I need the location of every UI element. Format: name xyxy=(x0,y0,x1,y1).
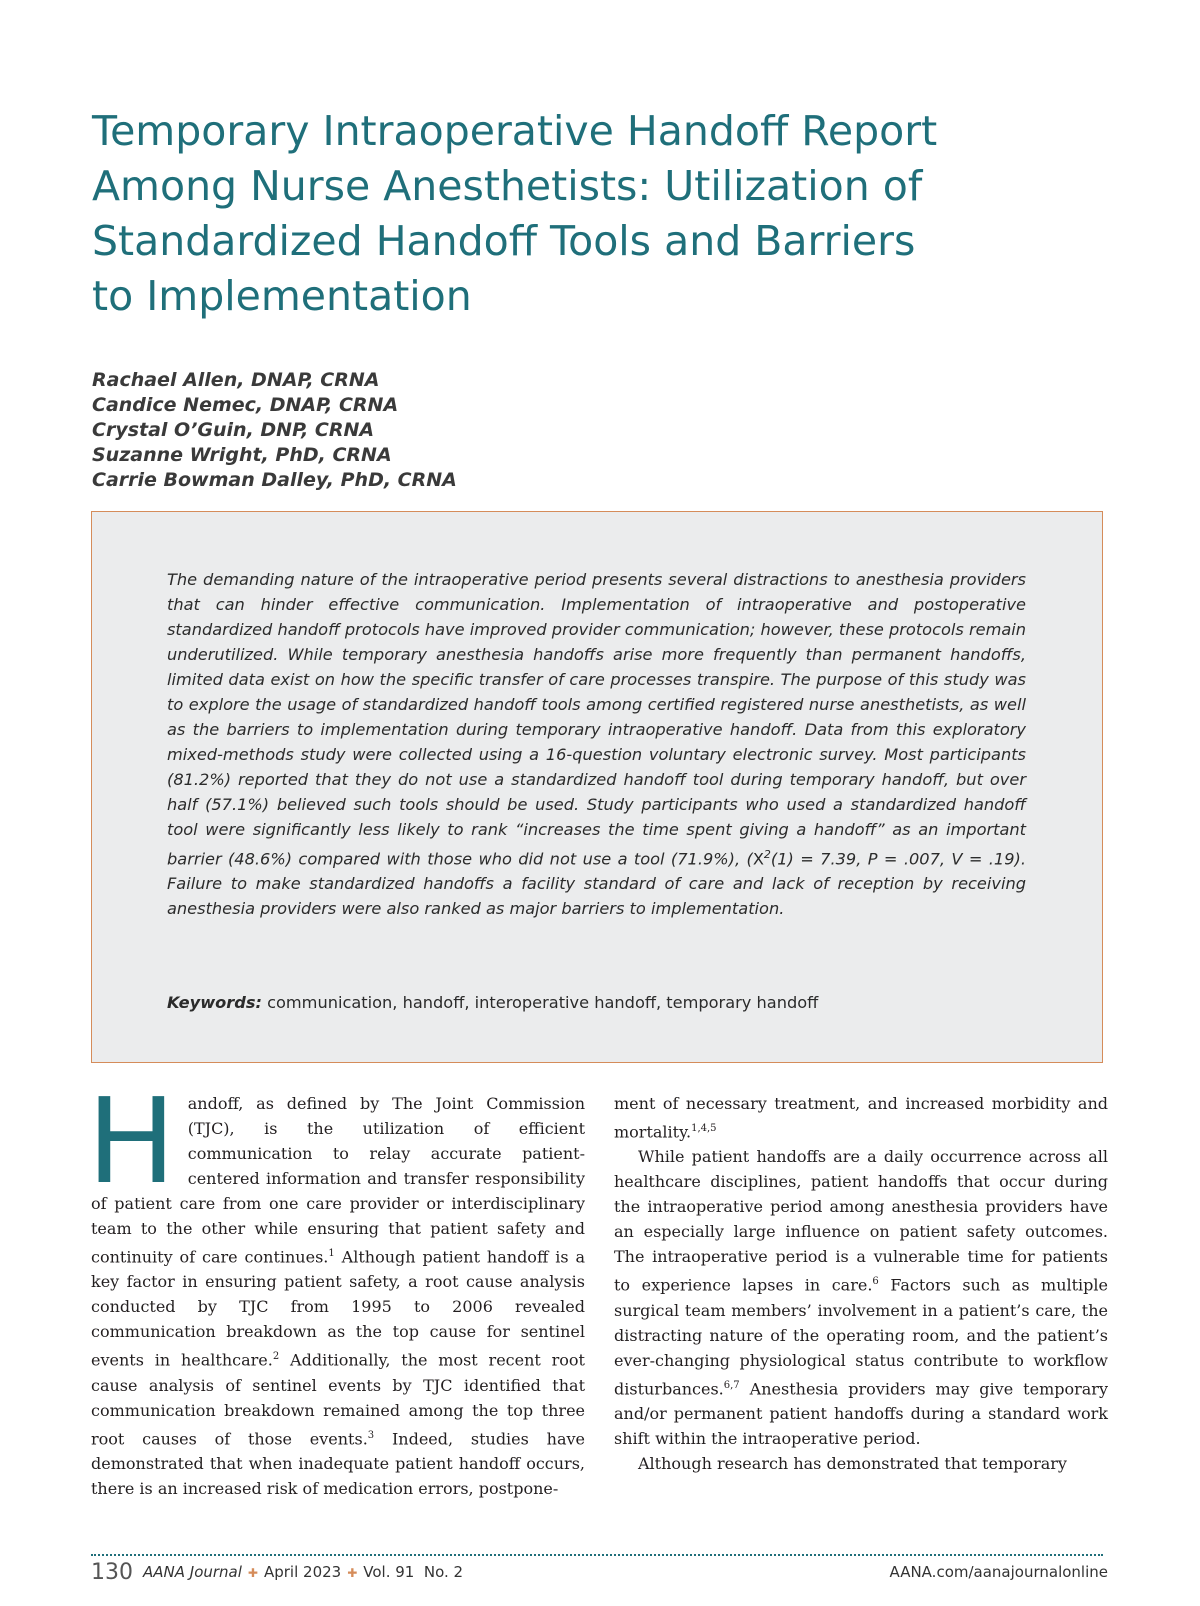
body-text: Additionally, the most recent root cause analysis of sentinel events by TJC identified that communication breakdown remained among the top three root causes of those events. xyxy=(91,1350,585,1448)
body-text: Factors such as multiple surgical team members’ involvement in a patient’s care, the distracting nature of the operating room, and the patient’s ever-changing physiological status contribute to workflow disturbances. xyxy=(614,1275,1108,1398)
author-name: Suzanne Wright, PhD, CRNA xyxy=(92,444,392,466)
article-title xyxy=(92,104,1092,324)
keywords-line xyxy=(167,993,818,1012)
citation-ref: 6,7 xyxy=(723,1379,740,1391)
body-text: While patient handoffs are a daily occurrence across all healthcare disciplines, patient handoffs that occur during the intraoperative period among anesthesia providers have an especially large influence on patient safety outcomes. The intraoperative period is a vulnerable time for patients to experience lapses in care. xyxy=(614,1147,1108,1295)
abstract-text xyxy=(167,567,1026,921)
body-paragraph xyxy=(614,1091,1108,1144)
body-column-right xyxy=(614,1091,1108,1476)
citation-ref: 1 xyxy=(328,1248,335,1259)
title-line-1: Temporary Intraoperative Handoff Report xyxy=(92,107,938,155)
body-text: Indeed, studies have demonstrated that when inadequate patient handoff occurs, there is an increased risk of medication errors, postpone- xyxy=(91,1428,585,1498)
chi-square-exponent: 2 xyxy=(763,848,771,861)
author-name: Rachael Allen, DNAP, CRNA xyxy=(92,369,380,391)
journal-name: AANA Journal xyxy=(143,1563,242,1581)
body-paragraph xyxy=(87,1072,585,1501)
title-line-4: to Implementation xyxy=(92,272,472,320)
volume-issue: Vol. 91 No. 2 xyxy=(363,1563,464,1581)
title-line-2: Among Nurse Anesthetists: Utilization of xyxy=(92,162,923,210)
citation-ref: 3 xyxy=(367,1429,375,1441)
title-line-3: Standardized Handoff Tools and Barriers xyxy=(92,217,916,265)
drop-cap: H xyxy=(87,1072,176,1210)
body-paragraph xyxy=(614,1451,1108,1476)
body-paragraph xyxy=(614,1144,1108,1451)
issue-date: April 2023 xyxy=(263,1563,342,1581)
citation-ref: 1,4,5 xyxy=(691,1123,717,1134)
journal-url[interactable]: AANA.com/aanajournalonline xyxy=(889,1563,1108,1581)
abstract-box xyxy=(91,511,1103,1063)
chi-square-symbol: X xyxy=(752,849,764,869)
abstract-text-end: (1) = 7.39, P = .007, V = .19). Failure to make standardized handoffs a facility standard of care and lack of reception by receiving anesthesia providers were also ranked as major barriers to implementation. xyxy=(167,849,1026,919)
page-number: 130 xyxy=(91,1560,133,1585)
body-text: Although research has demonstrated that temporary xyxy=(638,1453,1067,1473)
abstract-text-main: The demanding nature of the intraoperative period presents several distractions to anesthesia providers that can hinder effective communication. Implementation of intraoperative and postoperative standardized handoff protocols have improved provider communication; however, these protocols remain underutilized. While temporary anesthesia handoffs arise more frequently than permanent handoffs, limited data exist on how the specific transfer of care processes transpire. The purpose of this study was to explore the usage of standardized handoff tools among certified registered nurse anesthetists, as well as the barriers to implementation during temporary intraoperative handoff. Data from this exploratory mixed-methods study were collected using a 16-question voluntary electronic survey. Most participants (81.2%) reported that they do not use a standardized handoff tool during temporary handoff, but over half (57.1%) believed such tools should be used. Study participants who used a standardized handoff tool were significantly less likely to rank “increases the time spent giving a handoff” as an important barrier (48.6%) compared with those who did not use a tool (71.9%), ( xyxy=(167,570,1027,869)
body-text: ment of necessary treatment, and increased morbidity and mortality. xyxy=(614,1094,1108,1142)
author-name: Carrie Bowman Dalley, PhD, CRNA xyxy=(92,469,457,491)
keywords-label: Keywords: xyxy=(167,993,262,1012)
keywords-list: communication, handoff, interoperative handoff, temporary handoff xyxy=(261,993,819,1012)
body-text: andoff, as defined by The Joint Commission (TJC), is the utilization of efficient communication to relay accurate patient-centered information and transfer responsibility of patient care from one care provider or interdisciplinary team to the other while ensuring that patient safety and continuity of care continues. xyxy=(91,1094,585,1267)
footer-divider xyxy=(91,1554,1103,1556)
author-list xyxy=(92,368,457,493)
author-name: Candice Nemec, DNAP, CRNA xyxy=(92,394,399,416)
body-text: Although patient handoff is a key factor in ensuring patient safety, a root cause analysis conducted by TJC from 1995 to 2006 revealed communication breakdown as the top cause for sentinel events in healthcare. xyxy=(91,1247,585,1370)
separator-icon: ✚ xyxy=(347,1566,358,1580)
body-column-left xyxy=(87,1072,585,1501)
citation-ref: 2 xyxy=(272,1351,280,1363)
citation-ref: 6 xyxy=(872,1276,879,1288)
footer-journal-info xyxy=(91,1560,463,1585)
separator-icon: ✚ xyxy=(247,1566,258,1580)
author-name: Crystal O’Guin, DNP, CRNA xyxy=(92,419,375,441)
body-text: Anesthesia providers may give temporary and/or permanent patient handoffs during a standard work shift within the intraoperative period. xyxy=(614,1378,1108,1448)
